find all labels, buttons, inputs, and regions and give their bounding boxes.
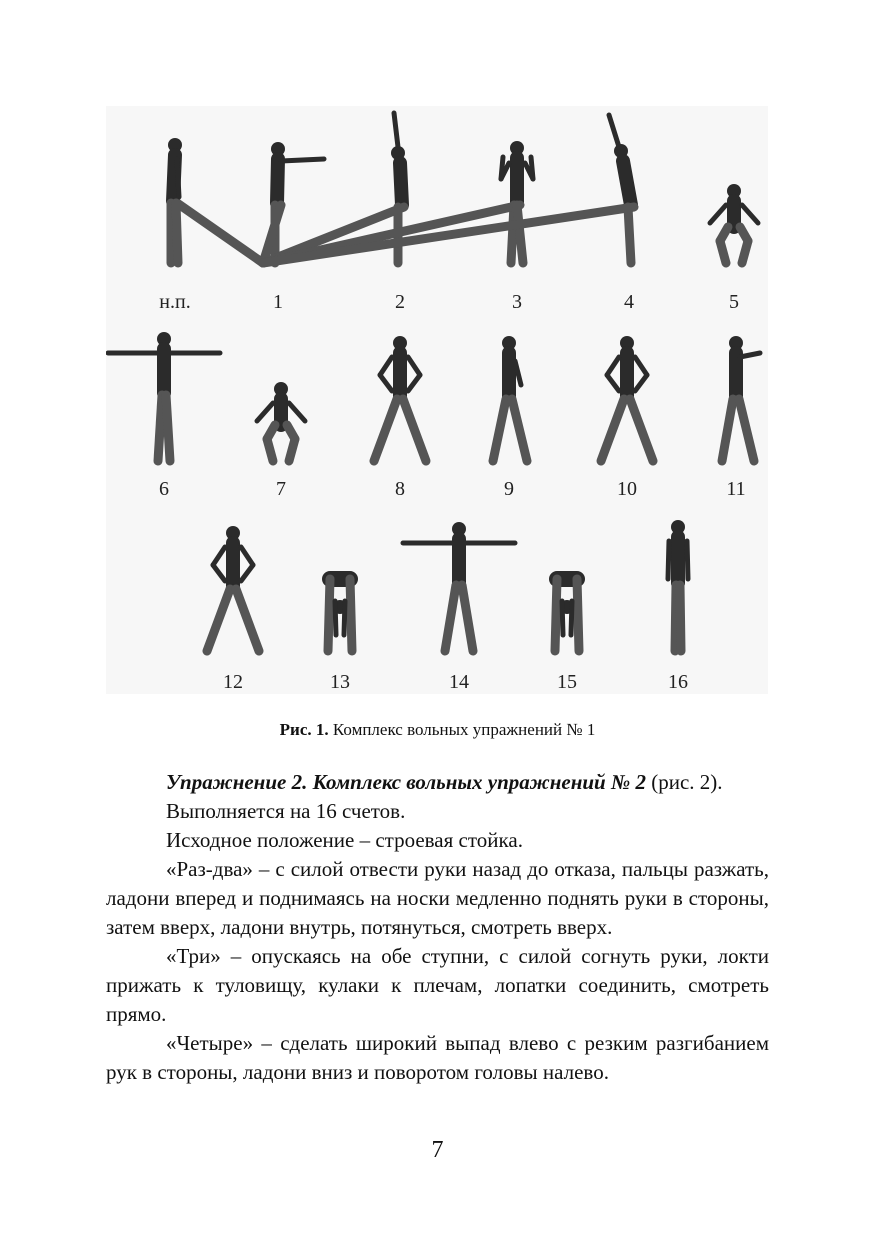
- pose-label: 14: [449, 671, 469, 693]
- pose-label: 1: [273, 291, 283, 313]
- exercise-heading: Упражнение 2. Комплекс вольных упражнений № 2: [166, 770, 646, 794]
- exercise-pose: [108, 332, 220, 461]
- pose-label: 8: [395, 478, 405, 500]
- pose-label: н.п.: [159, 291, 191, 313]
- exercise-pose: [601, 336, 653, 461]
- pose-label: 4: [624, 291, 634, 313]
- exercise-pose: [207, 526, 259, 651]
- exercise-pose: [168, 138, 263, 263]
- pose-label: 10: [617, 478, 637, 500]
- exercise-figure: [106, 106, 768, 694]
- caption-text: Комплекс вольных упражнений № 1: [328, 720, 596, 739]
- pose-label: 11: [726, 478, 746, 500]
- pose-label: 7: [276, 478, 286, 500]
- page-number: 7: [431, 1137, 444, 1163]
- body-text: [106, 768, 769, 1087]
- exercise-pose: [374, 336, 426, 461]
- figure-caption: [0, 720, 875, 740]
- pose-label: 5: [729, 291, 739, 313]
- paragraph-raz-dva: «Раз-два» – с силой отвести руки назад до отказа, пальцы разжать, ладони вперед и поднимаясь на носки медленно поднять руки в стороны, затем вверх, ладони внутрь, потянуться, смотреть вверх.: [106, 857, 769, 939]
- exercise-pose: [328, 579, 352, 651]
- exercise-pose: [493, 336, 527, 461]
- exercise-pose: [668, 520, 688, 651]
- exercise-heading-ref: (рис. 2).: [645, 770, 723, 794]
- caption-label: Рис. 1.: [279, 720, 329, 739]
- exercise-pose: [722, 336, 760, 461]
- exercise-pose: [257, 382, 305, 461]
- paragraph-start-position: Исходное положение – строевая стойка.: [166, 828, 523, 852]
- exercise-figure-drawing: [106, 106, 768, 694]
- pose-label: 15: [557, 671, 577, 693]
- paragraph-tri: «Три» – опускаясь на обе ступни, с силой согнуть руки, локти прижать к туловищу, кулаки к плечам, лопатки соединить, смотреть прямо.: [106, 944, 769, 1026]
- pose-label: 12: [223, 671, 243, 693]
- paragraph-counts: Выполняется на 16 счетов.: [166, 799, 406, 823]
- paragraph-chetyre: «Четыре» – сделать широкий выпад влево с резким разгибанием рук в стороны, ладони вниз и поворотом головы налево.: [106, 1031, 769, 1084]
- exercise-heading-paragraph: [106, 768, 769, 797]
- pose-label: 13: [330, 671, 350, 693]
- exercise-pose: [555, 579, 579, 651]
- exercise-pose: [710, 184, 758, 263]
- pose-label: 2: [395, 291, 405, 313]
- pose-label: 6: [159, 478, 169, 500]
- pose-label: 16: [668, 671, 688, 693]
- pose-label: 3: [512, 291, 522, 313]
- pose-label: 9: [504, 478, 514, 500]
- exercise-pose: [403, 522, 515, 651]
